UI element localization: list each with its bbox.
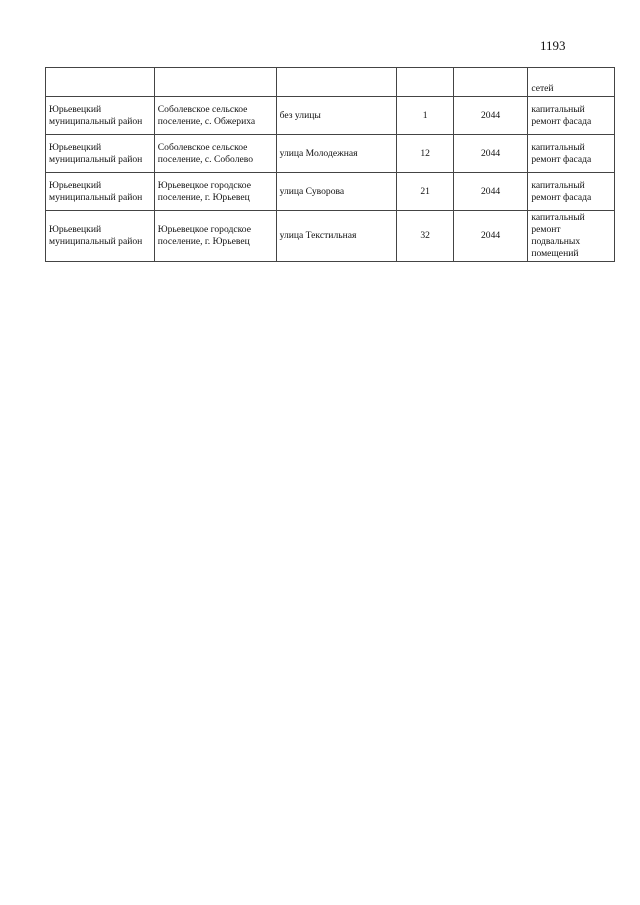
cell-street: улица Суворова — [276, 173, 397, 211]
table-row — [46, 173, 615, 211]
cell-settlement: Соболевское сельское поселение, с. Соболево — [154, 135, 276, 173]
cell-year: 2044 — [453, 135, 528, 173]
cell-house-number — [397, 68, 453, 97]
table-row — [46, 135, 615, 173]
cell-work-type: сетей — [528, 68, 615, 97]
cell-house-number: 1 — [397, 97, 453, 135]
table-row-continuation — [46, 68, 615, 97]
cell-work-type: капитальный ремонт фасада — [528, 135, 615, 173]
cell-work-type: капитальный ремонт фасада — [528, 173, 615, 211]
cell-district — [46, 68, 155, 97]
cell-house-number: 32 — [397, 211, 453, 262]
page-number: 1193 — [540, 38, 566, 53]
cell-house-number: 12 — [397, 135, 453, 173]
cell-district: Юрьевецкий муниципальный район — [46, 97, 155, 135]
cell-year: 2044 — [453, 97, 528, 135]
cell-district: Юрьевецкий муниципальный район — [46, 211, 155, 262]
cell-district: Юрьевецкий муниципальный район — [46, 135, 155, 173]
cell-street: улица Текстильная — [276, 211, 397, 262]
cell-street: без улицы — [276, 97, 397, 135]
cell-settlement: Юрьевецкое городское поселение, г. Юрьевец — [154, 211, 276, 262]
cell-district: Юрьевецкий муниципальный район — [46, 173, 155, 211]
table-row — [46, 211, 615, 262]
table-row — [46, 97, 615, 135]
cell-street — [276, 68, 397, 97]
cell-year: 2044 — [453, 173, 528, 211]
repair-schedule-table — [45, 67, 615, 262]
cell-year — [453, 68, 528, 97]
cell-work-type: капитальный ремонт фасада — [528, 97, 615, 135]
cell-house-number: 21 — [397, 173, 453, 211]
cell-settlement: Соболевское сельское поселение, с. Обжериха — [154, 97, 276, 135]
cell-settlement: Юрьевецкое городское поселение, г. Юрьевец — [154, 173, 276, 211]
cell-work-type: капитальный ремонт подвальных помещений — [528, 211, 615, 262]
cell-year: 2044 — [453, 211, 528, 262]
cell-settlement — [154, 68, 276, 97]
cell-street: улица Молодежная — [276, 135, 397, 173]
